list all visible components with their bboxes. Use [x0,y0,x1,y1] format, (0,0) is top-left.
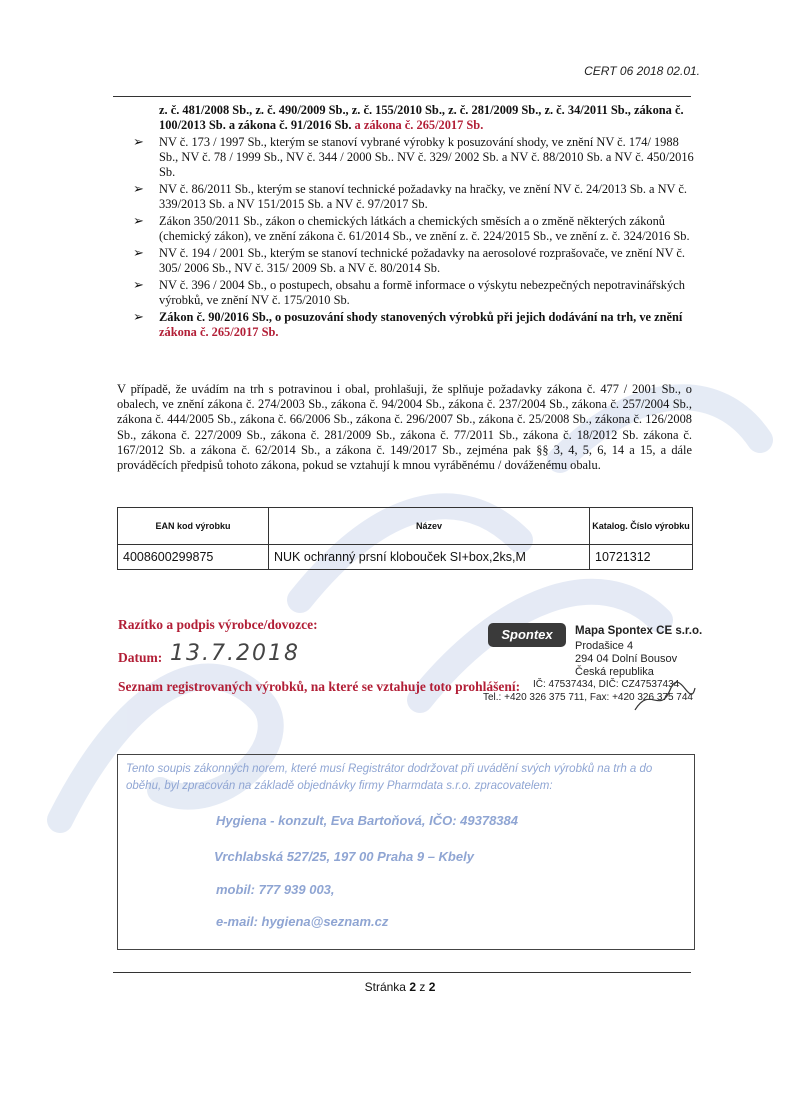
law-list [133,103,701,342]
packaging-declaration: V případě, že uvádím na trh s potravinou i obal, prohlašuji, že splňuje požadavky zákona č. 477 / 2001 Sb., o obalech, ve znění zákona č. 274/2003 Sb., zákona č. 94/2004 Sb., zákona č. 237/2004 Sb., zákona č. 257/2004 Sb., zákona č. 444/2005 Sb., zákona č. 66/2006 Sb., zákona č. 296/2007 Sb., zákona č. 25/2008 Sb., zákona č. 126/2008 Sb., zákona č. 227/2009 Sb., zákona č. 281/2009 Sb., zákona č. 77/2011 Sb., zákona č. 18/2012 Sb. zákona č. 167/2012 Sb. a zákona č. 62/2014 Sb., a zákona č. 149/2017 Sb., zejména pak §§ 3, 4, 5, 6, 14 a 15, a dále prováděcích předpisů tohoto zákona, pokud se vztahují k mnou vyráběnému / dováženému obalu. [117,382,692,473]
arrow-bullet-icon: ➢ [133,135,144,150]
company-logo: Spontex [488,623,566,647]
processor-name: Hygiena - konzult, Eva Bartoňová, IČO: 49378384 [216,813,518,828]
signature-scribble [630,680,700,720]
amendment-red: zákona č. 265/2017 Sb. [159,325,279,339]
top-divider [113,96,691,97]
handwritten-date: 13.7.2018 [170,641,300,666]
arrow-bullet-icon: ➢ [133,214,144,229]
cell-ean: 4008600299875 [118,545,269,570]
table-row [118,545,693,570]
company-address: Prodašice 4 294 04 Dolní Bousov Česká republika [575,640,678,678]
stamp-label: Razítko a podpis výrobce/dovozce: [118,617,318,632]
arrow-bullet-icon: ➢ [133,182,144,197]
cell-name: NUK ochranný prsní klobouček SI+box,2ks,M [269,545,590,570]
notice-text: Tento soupis zákonných norem, které musí Registrátor dodržovat při uvádění svých výrobků na trh a do oběhu, byl zpracován na základě objednávky firmy Pharmdata s.r.o. zpracovatelem: [126,763,653,792]
page-number: Stránka 2 z 2 [364,980,436,994]
processor-email: e-mail: hygiena@seznam.cz [216,914,389,929]
col-name: Název [269,508,590,545]
col-catalog: Katalog. Číslo výrobku [590,508,693,545]
processor-mobile: mobil: 777 939 003, [216,882,335,897]
company-name: Mapa Spontex CE s.r.o. [575,625,703,637]
cell-catalog: 10721312 [590,545,693,570]
arrow-bullet-icon: ➢ [133,278,144,293]
processor-address: Vrchlabská 527/25, 197 00 Praha 9 – Kbely [214,849,474,864]
arrow-bullet-icon: ➢ [133,310,144,325]
amendment-red: a zákona č. 265/2017 Sb. [354,118,484,132]
company-ids: IČ: 47537434, DIČ: CZ47537434 Tel.: +420 326 375 711, Fax: +420 326 375 744 [483,679,693,703]
bottom-divider [113,972,691,973]
law-item: ➢ NV č. 173 / 1997 Sb., kterým se stanoví vybrané výrobky k posuzování shody, ve znění NV č. 174/ 1988 Sb., NV č. 78 / 1999 Sb., NV č. 344 / 2000 Sb.. NV č. 329/ 2002 Sb. a NV č. 88/2010 Sb. a NV č. 450/2016 Sb. [133,135,694,179]
law-item: ➢ NV č. 194 / 2001 Sb., kterým se stanoví technické požadavky na aerosolové rozprašovače, ve znění NV č. 305/ 2006 Sb., NV č. 315/ 2009 Sb. a NV č. 80/2014 Sb. [133,246,685,275]
col-ean: EAN kod výrobku [118,508,269,545]
law-item: ➢ Zákon č. 90/2016 Sb., o posuzování shody stanovených výrobků při jejich dodávání na trh, ve znění zákona č. 265/2017 Sb. [133,310,683,339]
product-table [117,507,693,570]
document-code: CERT 06 2018 02.01. [584,64,700,78]
law-item: ➢ NV č. 396 / 2004 Sb., o postupech, obsahu a formě informace o výskytu nebezpečných nepotravinářských výrobků, ve znění NV č. 175/2010 Sb. [133,278,685,307]
product-list-label: Seznam registrovaných výrobků, na které se vztahuje toto prohlášení: [118,679,521,694]
date-label: Datum: [118,650,163,665]
arrow-bullet-icon: ➢ [133,246,144,261]
law-item: ➢ NV č. 86/2011 Sb., kterým se stanoví technické požadavky na hračky, ve znění NV č. 24/2013 Sb. a NV č. 339/2013 Sb. a NV 151/2015 Sb. a NV č. 97/2017 Sb. [133,182,687,211]
law-list-continuation: z. č. 481/2008 Sb., z. č. 490/2009 Sb., z. č. 155/2010 Sb., z. č. 281/2009 Sb., z. č. 34/2011 Sb., zákona č. 100/2013 Sb. a zákona č. 91/2016 Sb. a zákona č. 265/2017 Sb. [159,103,684,132]
table-header-row [118,508,693,545]
law-item: ➢ Zákon 350/2011 Sb., zákon o chemických látkách a chemických směsích a o změně některých zákonů (chemický zákon), ve znění zákona č. 61/2014 Sb., ve znění z. č. 224/2015 Sb., ve znění z. č. 324/2016 Sb. [133,214,690,243]
